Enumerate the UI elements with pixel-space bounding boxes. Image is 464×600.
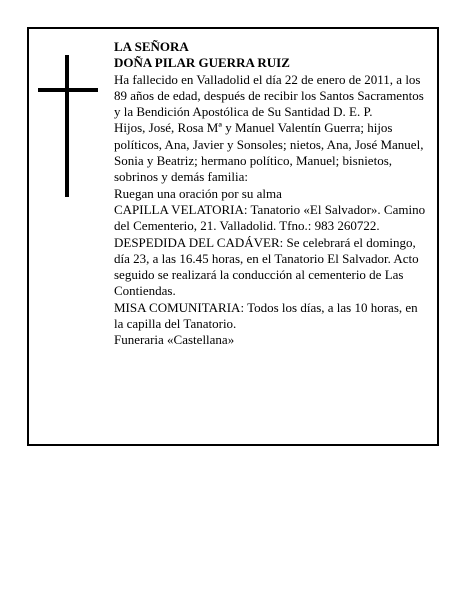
prayer-request: Ruegan una oración por su alma — [114, 185, 282, 201]
death-announcement: Ha fallecido en Valladolid el día 22 de enero de 2011, a los 89 años de edad, después de recibir los Santos Sacramentos y la Bendición Apostólica de Su Santidad D. E. P. — [114, 71, 424, 120]
obituary-text — [114, 39, 426, 349]
wake-chapel-info: CAPILLA VELATORIA: Tanatorio «El Salvador». Camino del Cementerio, 21. Valladolid. Tfno.: 983 260722. — [114, 201, 426, 234]
cross-horizontal-bar — [38, 88, 98, 92]
funeral-home: Funeraria «Castellana» — [114, 332, 235, 348]
deceased-name: DOÑA PILAR GUERRA RUIZ — [114, 55, 290, 71]
mass-info: MISA COMUNITARIA: Todos los días, a las 10 horas, en la capilla del Tanatorio. — [114, 299, 418, 332]
farewell-info: DESPEDIDA DEL CADÁVER: Se celebrará el domingo, día 23, a las 16.45 horas, en el Tanatorio El Salvador. Acto seguido se realizará la conducción al cementerio de Las Contiendas. — [114, 234, 419, 299]
notice-title: LA SEÑORA — [114, 39, 189, 54]
cross-vertical-bar — [65, 55, 69, 197]
cross-icon — [38, 55, 98, 197]
family-list: Hijos, José, Rosa Mª y Manuel Valentín Guerra; hijos políticos, Ana, Javier y Sonsoles; nietos, Ana, José Manuel, Sonia y Beatriz; hermano político, Manuel; bisnietos, sobrinos y demás familia: — [114, 120, 424, 185]
